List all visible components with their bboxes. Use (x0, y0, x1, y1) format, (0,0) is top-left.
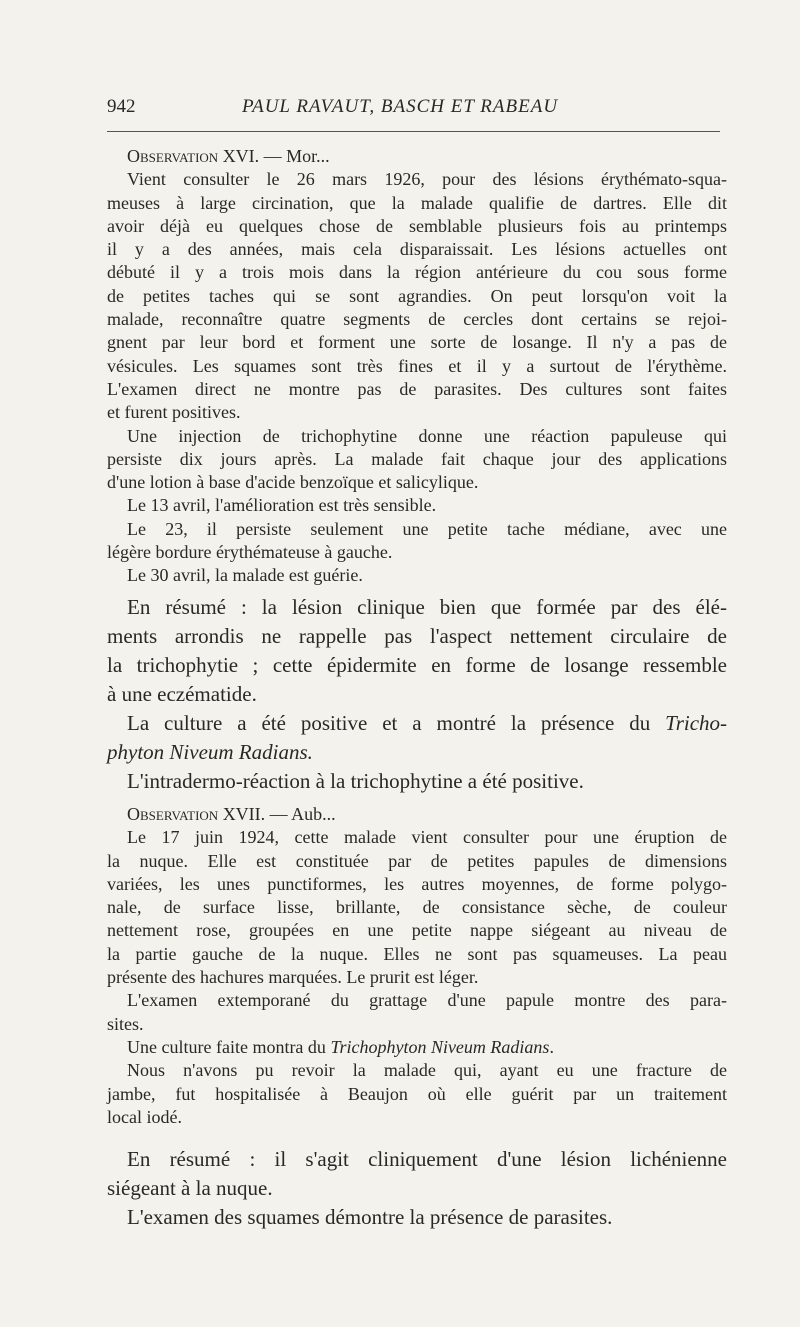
text-line: nale, de surface lisse, brillante, de consistance sèche, de couleur (107, 897, 727, 918)
text-line: Le 13 avril, l'amélioration est très sensible. (127, 495, 437, 516)
text-line: Une injection de trichophytine donne une réaction papuleuse qui (127, 425, 727, 446)
summary-17 (107, 1145, 727, 1232)
text-line: légère bordure érythémateuse à gauche. (107, 542, 393, 563)
text-line: présente des hachures marquées. Le prurit est léger. (107, 967, 479, 988)
text-line: vésicules. Les squames sont très fines et il y a surtout de l'érythème. (107, 355, 727, 376)
text-line: la partie gauche de la nuque. Elles ne sont pas squameuses. La peau (107, 943, 727, 964)
text-line: débuté il y a trois mois dans la région antérieure du cou sous forme (107, 262, 727, 283)
observation-16-heading: Observation XVI. — Mor... (127, 146, 330, 166)
observation-17 (107, 803, 727, 1129)
text-line: La culture a été positive et a montré la présence du Tricho- (127, 711, 728, 735)
text-line: L'examen direct ne montre pas de parasites. Des cultures sont faites (107, 378, 727, 399)
text-line: En résumé : la lésion clinique bien que formée par des élé- (127, 595, 727, 619)
text-line: Une culture faite montra du Trichophyton Niveum Radians. (127, 1036, 554, 1057)
text-line: Vient consulter le 26 mars 1926, pour des lésions érythémato-squa- (127, 169, 727, 190)
text-line: ments arrondis ne rappelle pas l'aspect nettement circulaire de (107, 624, 727, 648)
running-head: PAUL RAVAUT, BASCH ET RABEAU (241, 96, 559, 117)
text-line: local iodé. (107, 1106, 182, 1127)
page-number: 942 (107, 96, 136, 117)
text-line: Le 30 avril, la malade est guérie. (127, 565, 363, 586)
text-line: Le 17 juin 1924, cette malade vient consulter pour une éruption de (127, 827, 727, 848)
text-line: Nous n'avons pu revoir la malade qui, ayant eu une fracture de (127, 1060, 727, 1081)
text-line: et furent positives. (107, 402, 241, 423)
text-line: la trichophytie ; cette épidermite en forme de losange ressemble (107, 653, 727, 677)
text-line: En résumé : il s'agit cliniquement d'une lésion lichénienne (127, 1147, 727, 1171)
text-line: la nuque. Elle est constituée par de petites papules de dimensions (107, 850, 727, 871)
text-line: L'examen extemporané du grattage d'une papule montre des para- (127, 990, 727, 1011)
text-line: Le 23, il persiste seulement une petite tache médiane, avec une (127, 518, 727, 539)
text-line: nettement rose, groupées en une petite nappe siégeant au niveau de (107, 920, 727, 941)
text-line: siégeant à la nuque. (107, 1176, 273, 1200)
text-line: avoir déjà eu quelques chose de semblable plusieurs fois au printemps (107, 215, 727, 236)
text-line: gnent par leur bord et forment une sorte de losange. Il n'y a pas de (107, 332, 727, 353)
header-rule (107, 131, 720, 132)
text-line: variées, les unes punctiformes, les autres moyennes, de forme polygo- (107, 873, 727, 894)
observation-16 (107, 145, 727, 588)
text-line: jambe, fut hospitalisée à Beaujon où elle guérit par un traitement (107, 1083, 727, 1104)
text-line: malade, reconnaître quatre segments de cercles dont certains se rejoi- (107, 309, 727, 330)
text-line: sites. (107, 1013, 144, 1034)
text-line: à une eczématide. (107, 682, 257, 706)
text-line: L'intradermo-réaction à la trichophytine a été positive. (127, 769, 584, 793)
text-line: meuses à large circination, que la malade qualifie de dartres. Elle dit (107, 192, 727, 213)
text-line: L'examen des squames démontre la présence de parasites. (127, 1205, 613, 1229)
text-line: d'une lotion à base d'acide benzoïque et salicylique. (107, 472, 479, 493)
summary-16 (107, 593, 727, 796)
text-line: de petites taches qui se sont agrandies. On peut lorsqu'on voit la (107, 285, 727, 306)
observation-17-heading: Observation XVII. — Aub... (127, 804, 336, 824)
text-line: il y a des années, mais cela disparaissait. Les lésions actuelles ont (107, 239, 727, 260)
text-line: persiste dix jours après. La malade fait chaque jour des applications (107, 448, 727, 469)
text-line: phyton Niveum Radians. (107, 740, 313, 764)
